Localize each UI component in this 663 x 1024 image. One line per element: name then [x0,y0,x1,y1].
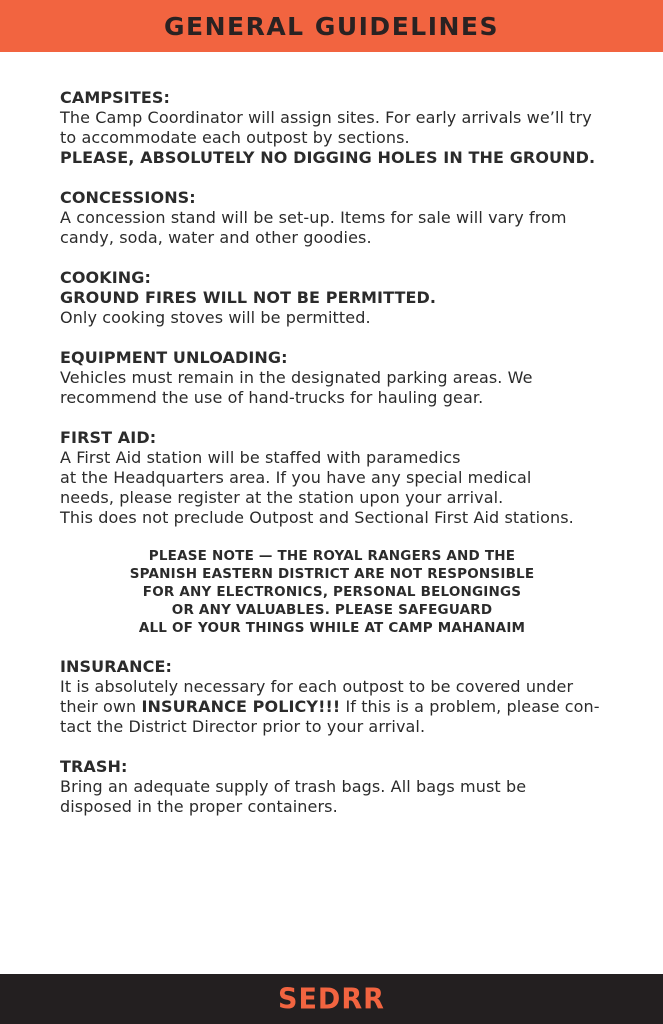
section-concessions [60,188,620,248]
section-warning-line: PLEASE, ABSOLUTELY NO DIGGING HOLES IN THE GROUND. [60,148,596,167]
section-heading: COOKING: [60,268,152,287]
page-title: GENERAL GUIDELINES [163,11,500,41]
section-text-line: Bring an adequate supply of trash bags. All bags must be [60,777,527,796]
notice-block [60,547,604,637]
section-campsites [60,88,620,168]
section-heading: FIRST AID: [60,428,157,447]
section-warning-line: GROUND FIRES WILL NOT BE PERMITTED. [60,288,437,307]
section-insurance [60,657,620,737]
notice-line: ALL OF YOUR THINGS WHILE AT CAMP MAHANAIM [138,620,526,636]
section-cooking [60,268,620,328]
section-text-line: candy, soda, water and other goodies. [60,228,372,247]
sedrr-logo: SEDRR [278,982,385,1016]
notice-line: SPANISH EASTERN DISTRICT ARE NOT RESPONSIBLE [129,566,535,582]
notice-line: OR ANY VALUABLES. PLEASE SAFEGUARD [171,602,493,618]
text-fragment: their own [60,697,142,716]
guidelines-content [60,88,620,837]
section-text-line: A First Aid station will be staffed with paramedics [60,448,461,467]
section-text-line: needs, please register at the station upon your arrival. [60,488,504,507]
section-heading: INSURANCE: [60,657,173,676]
section-heading: CONCESSIONS: [60,188,196,207]
notice-line: FOR ANY ELECTRONICS, PERSONAL BELONGINGS [142,584,522,600]
section-first-aid [60,428,620,528]
section-heading: TRASH: [60,757,128,776]
section-heading: EQUIPMENT UNLOADING: [60,348,288,367]
section-text-line [60,697,620,717]
notice-line: PLEASE NOTE — THE ROYAL RANGERS AND THE [148,548,516,564]
section-text-line: This does not preclude Outpost and Sectional First Aid stations. [60,508,574,527]
section-equipment-unloading [60,348,620,408]
section-text-line: It is absolutely necessary for each outpost to be covered under [60,677,574,696]
section-text-line: disposed in the proper containers. [60,797,338,816]
section-text-line: to accommodate each outpost by sections. [60,128,410,147]
insurance-policy-emphasis: INSURANCE POLICY!!! [141,697,341,716]
section-text-line: The Camp Coordinator will assign sites. For early arrivals we’ll try [60,108,592,127]
section-text-line: recommend the use of hand-trucks for hauling gear. [60,388,484,407]
section-text-line: tact the District Director prior to your arrival. [60,717,426,736]
text-fragment: If this is a problem, please con- [340,697,600,716]
section-text-line: at the Headquarters area. If you have any special medical [60,468,532,487]
section-heading: CAMPSITES: [60,88,171,107]
section-trash [60,757,620,817]
page-header [0,0,663,52]
section-text-line: A concession stand will be set-up. Items for sale will vary from [60,208,567,227]
section-text-line: Only cooking stoves will be permitted. [60,308,371,327]
page-footer [0,974,663,1024]
section-text-line: Vehicles must remain in the designated parking areas. We [60,368,533,387]
